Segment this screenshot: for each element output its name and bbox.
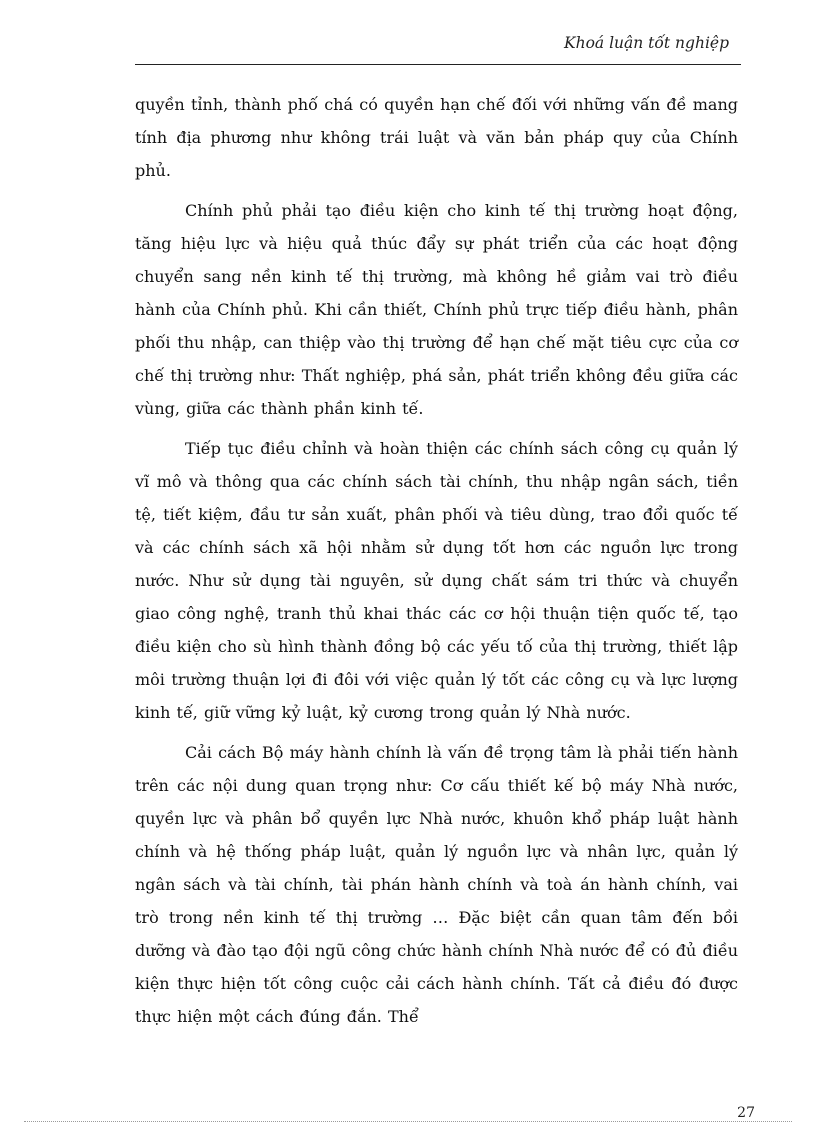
footer-divider — [24, 1121, 792, 1122]
paragraph-1: quyền tỉnh, thành phố chá có quyền hạn chế đối với những vấn đề mang tính địa phương như không trái luật và văn bản pháp quy của Chính phủ. — [135, 95, 738, 180]
page-header — [135, 28, 741, 65]
paragraph-3: Tiếp tục điều chỉnh và hoàn thiện các chính sách công cụ quản lý vĩ mô và thông qua các chính sách tài chính, thu nhập ngân sách, tiền tệ, tiết kiệm, đầu tư sản xuất, phân phối và tiêu dùng, trao đổi quốc tế và các chính sách xã hội nhằm sử dụng tốt hơn các nguồn lực trong nước. Như sử dụng tài nguyên, sử dụng chất sám tri thức và chuyển giao công nghệ, tranh thủ khai thác các cơ hội thuận tiện quốc tế, tạo điều kiện cho sù hình thành đồng bộ các yếu tố của thị trường, thiết lập môi trường thuận lợi đi đôi với việc quản lý tốt các công cụ và lực lượng kinh tế, giữ vững kỷ luật, kỷ cương trong quản lý Nhà nước. — [135, 439, 738, 722]
document-body — [135, 88, 738, 1040]
paragraph-2: Chính phủ phải tạo điều kiện cho kinh tế thị trường hoạt động, tăng hiệu lực và hiệu quả thúc đẩy sự phát triển của các hoạt động chuyển sang nền kinh tế thị trường, mà không hề giảm vai trò điều hành của Chính phủ. Khi cần thiết, Chính phủ trực tiếp điều hành, phân phối thu nhập, can thiệp vào thị trường để hạn chế mặt tiêu cực của cơ chế thị trường như: Thất nghiệp, phá sản, phát triển không đều giữa các vùng, giữa các thành phần kinh tế. — [135, 201, 738, 418]
page-number: 27 — [737, 1105, 755, 1121]
paragraph-4: Cải cách Bộ máy hành chính là vấn đề trọng tâm là phải tiến hành trên các nội dung quan trọng như: Cơ cấu thiết kế bộ máy Nhà nước, quyền lực và phân bổ quyền lực Nhà nước, khuôn khổ pháp luật hành chính và hệ thống pháp luật, quản lý nguồn lực và nhân lực, quản lý ngân sách và tài chính, tài phán hành chính và toà án hành chính, vai trò trong nền kinh tế thị trường … Đặc biệt cần quan tâm đến bồi dưỡng và đào tạo đội ngũ công chức hành chính Nhà nước để có đủ điều kiện thực hiện tốt công cuộc cải cách hành chính. Tất cả điều đó được thực hiện một cách đúng đắn. Thể — [135, 743, 738, 1026]
header-title: Khoá luận tốt nghiệp — [564, 34, 729, 52]
